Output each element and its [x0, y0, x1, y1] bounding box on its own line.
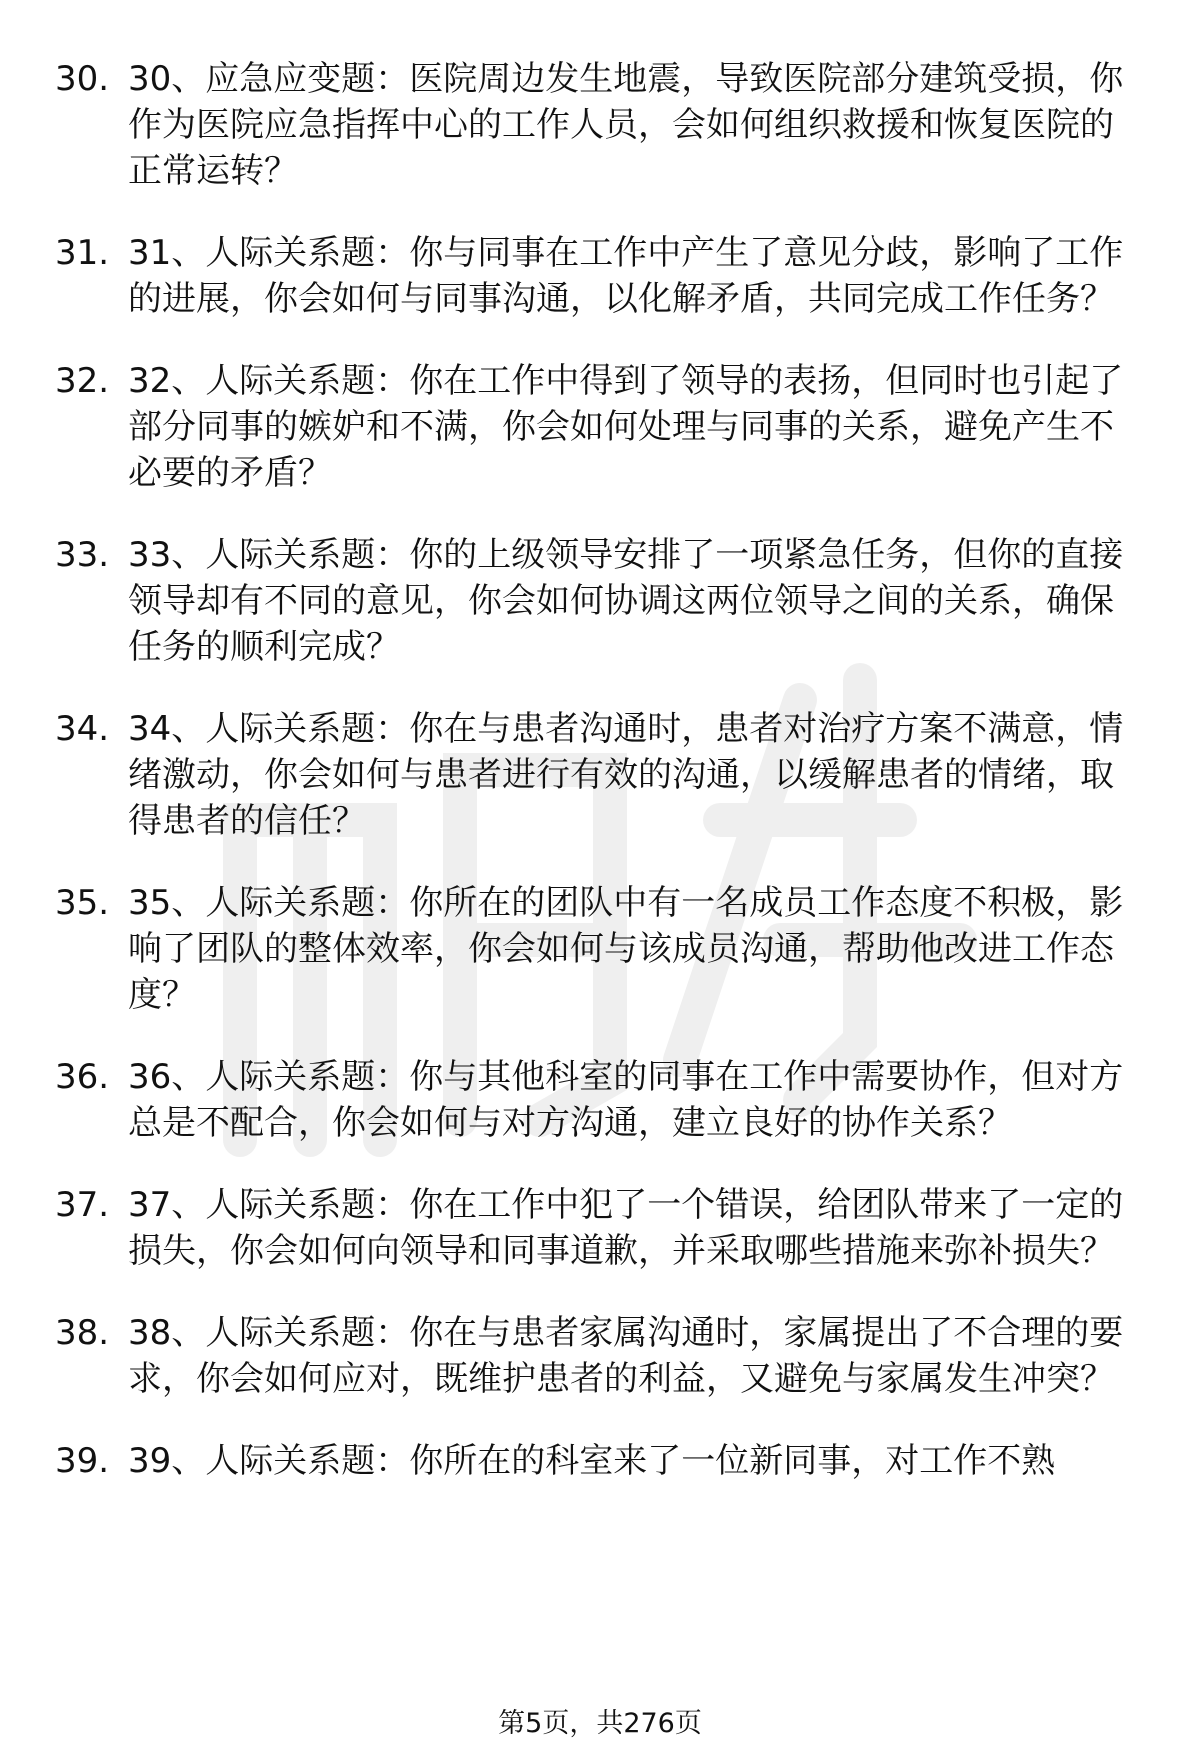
question-list	[0, 56, 1200, 1520]
question-item-30	[0, 56, 1200, 194]
question-item-36	[0, 1054, 1200, 1146]
question-text: 31、人际关系题：你与同事在工作中产生了意见分歧，影响了工作的进展，你会如何与同事沟通，以化解矛盾，共同完成工作任务？	[128, 233, 1124, 319]
question-text: 37、人际关系题：你在工作中犯了一个错误，给团队带来了一定的损失，你会如何向领导和同事道歉，并采取哪些措施来弥补损失？	[128, 1185, 1124, 1271]
question-item-32	[0, 358, 1200, 496]
question-number: 30.	[55, 59, 110, 99]
question-number: 39.	[55, 1441, 110, 1481]
question-item-33	[0, 532, 1200, 670]
question-number: 35.	[55, 883, 110, 923]
question-item-38	[0, 1310, 1200, 1402]
question-text: 39、人际关系题：你所在的科室来了一位新同事，对工作不熟	[128, 1441, 1056, 1481]
question-number: 37.	[55, 1185, 110, 1225]
question-item-31	[0, 230, 1200, 322]
question-text: 38、人际关系题：你在与患者家属沟通时，家属提出了不合理的要求，你会如何应对，既维护患者的利益，又避免与家属发生冲突？	[128, 1313, 1124, 1399]
question-number: 36.	[55, 1057, 110, 1097]
page-footer: 第5页，共276页	[498, 1708, 702, 1739]
question-number: 32.	[55, 361, 110, 401]
question-item-34	[0, 706, 1200, 844]
question-text: 30、应急应变题：医院周边发生地震，导致医院部分建筑受损，你作为医院应急指挥中心的工作人员，会如何组织救援和恢复医院的正常运转？	[128, 59, 1124, 191]
question-item-35	[0, 880, 1200, 1018]
question-text: 32、人际关系题：你在工作中得到了领导的表扬，但同时也引起了部分同事的嫉妒和不满，你会如何处理与同事的关系，避免产生不必要的矛盾？	[128, 361, 1124, 493]
question-text: 35、人际关系题：你所在的团队中有一名成员工作态度不积极，影响了团队的整体效率，你会如何与该成员沟通，帮助他改进工作态度？	[128, 883, 1124, 1015]
question-number: 38.	[55, 1313, 110, 1353]
question-item-39	[0, 1438, 1200, 1484]
question-number: 34.	[55, 709, 110, 749]
question-number: 31.	[55, 233, 110, 273]
question-text: 34、人际关系题：你在与患者沟通时，患者对治疗方案不满意，情绪激动，你会如何与患者进行有效的沟通，以缓解患者的情绪，取得患者的信任？	[128, 709, 1124, 841]
question-text: 36、人际关系题：你与其他科室的同事在工作中需要协作，但对方总是不配合，你会如何与对方沟通，建立良好的协作关系？	[128, 1057, 1124, 1143]
question-number: 33.	[55, 535, 110, 575]
question-text: 33、人际关系题：你的上级领导安排了一项紧急任务，但你的直接领导却有不同的意见，你会如何协调这两位领导之间的关系，确保任务的顺利完成？	[128, 535, 1124, 667]
question-item-37	[0, 1182, 1200, 1274]
